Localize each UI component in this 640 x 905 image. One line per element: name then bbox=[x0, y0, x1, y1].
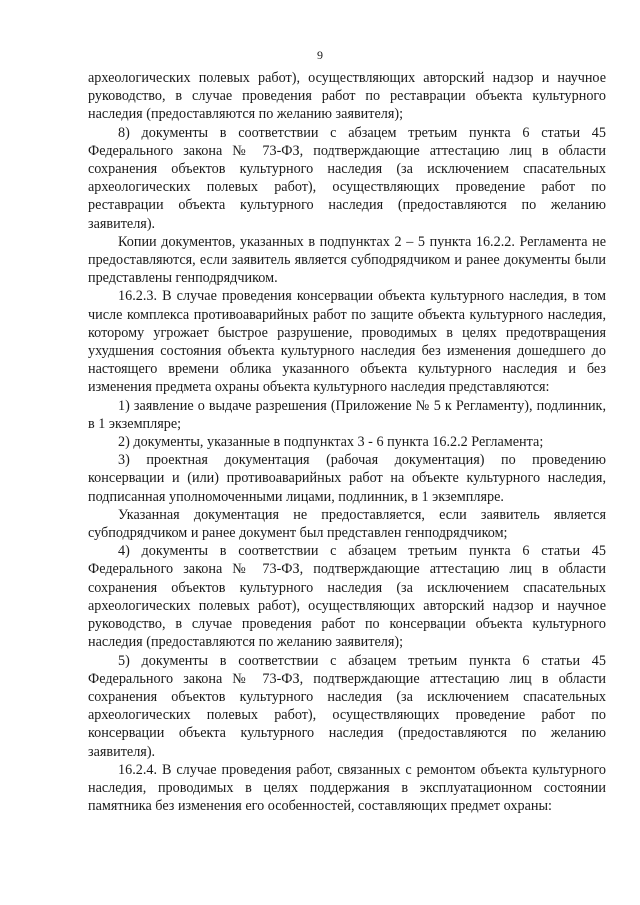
paragraph-continuation: археологических полевых работ), осуществляющих авторский надзор и научное руководство, в случае проведения работ по реставрации объекта культурного наследия (предоставляются по желанию заявителя); bbox=[88, 70, 606, 123]
paragraph-16-2-3: 16.2.3. В случае проведения консервации объекта культурного наследия, в том числе комплекса противоаварийных работ по защите объекта культурного наследия, которому угрожает быстрое разрушение, проводимых в целях предотвращения ухудшения состояния объекта культурного наследия без изменения дошедшего до настоящего времени облика указанного объекта культурного наследия и без изменения предмета охраны объекта культурного наследия представляются: bbox=[88, 288, 606, 396]
paragraph-copies-note: Копии документов, указанных в подпунктах 2 – 5 пункта 16.2.2. Регламента не предоставляются, если заявитель является субподрядчиком и ранее документы были представлены генподрядчиком. bbox=[88, 233, 606, 287]
paragraph-item-2: 2) документы, указанные в подпунктах 3 - 6 пункта 16.2.2 Регламента; bbox=[118, 434, 544, 451]
page-number: 9 bbox=[317, 48, 323, 62]
document-body bbox=[88, 69, 606, 815]
paragraph-item-3: 3) проектная документация (рабочая документация) по проведению консервации и (или) противоаварийных работ на объекте культурного наследия, подписанная уполномоченными лицами, подлинник, в 1 экземпляре. bbox=[88, 452, 606, 505]
paragraph-item-1: 1) заявление о выдаче разрешения (Приложение № 5 к Регламенту), подлинник, в 1 экземпляре; bbox=[88, 397, 606, 432]
paragraph-item-8: 8) документы в соответствии с абзацем третьим пункта 6 статьи 45 Федерального закона № 73-ФЗ, подтверждающие аттестацию лиц в области сохранения объектов культурного наследия (за исключением спасательных археологических полевых работ), осуществляющих проведение работ по реставрации объекта культурного наследия (предоставляются по желанию заявителя). bbox=[88, 124, 606, 232]
paragraph-16-2-4: 16.2.4. В случае проведения работ, связанных с ремонтом объекта культурного наследия, проводимых в целях поддержания в эксплуатационном состоянии памятника без изменения его особенностей, составляющих предмет охраны: bbox=[88, 761, 606, 815]
paragraph-item-5: 5) документы в соответствии с абзацем третьим пункта 6 статьи 45 Федерального закона № 73-ФЗ, подтверждающие аттестацию лиц в области сохранения объектов культурного наследия (за исключением спасательных археологических полевых работ), осуществляющих проведение работ по консервации объекта культурного наследия (предоставляются по желанию заявителя). bbox=[88, 652, 606, 760]
paragraph-item-4: 4) документы в соответствии с абзацем третьим пункта 6 статьи 45 Федерального закона № 73-ФЗ, подтверждающие аттестацию лиц в области сохранения объектов культурного наследия (за исключением спасательных археологических полевых работ), осуществляющих авторский надзор и научное руководство, в случае проведения работ по консервации объекта культурного наследия (предоставляются по желанию заявителя); bbox=[88, 543, 606, 651]
paragraph-documentation-note: Указанная документация не предоставляется, если заявитель является субподрядчиком и ранее документ был представлен генподрядчиком; bbox=[88, 506, 606, 542]
